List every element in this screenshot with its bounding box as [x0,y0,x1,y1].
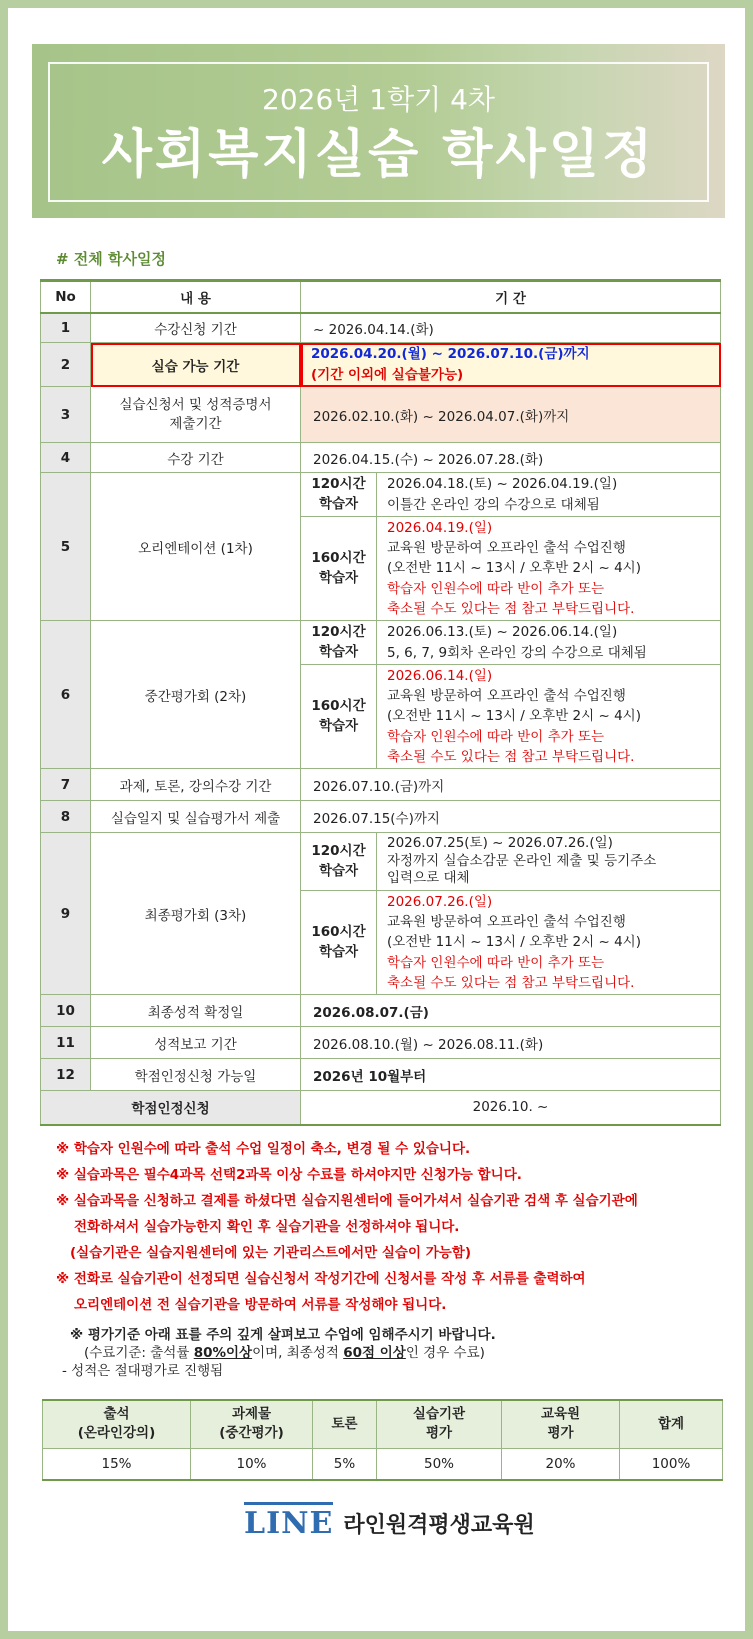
learner-hours: 120시간 [311,475,366,492]
row-period: 2026.08.07.(금) [301,995,721,1027]
col-header-no: No [41,281,91,313]
learner-type-160 [301,665,377,769]
col-header-period: 기 간 [301,281,721,313]
table-row [41,769,721,801]
detail-line: 5, 6, 7, 9회차 온라인 강의 수강으로 대체됨 [387,644,647,661]
detail-line: 자정까지 실습소감문 온라인 제출 및 등기주소 [387,852,657,869]
detail-date: 2026.04.19.(일) [387,519,493,536]
detail-line: 교육원 방문하여 오프라인 출석 수업진행 [387,540,626,557]
learner-hours: 120시간 [311,842,366,859]
notice-list [56,1136,736,1318]
row-item: 과제, 토론, 강의수강 기간 [91,769,301,801]
learner-label: 학습자 [318,943,359,960]
detail-line: (오전반 11시 ~ 13시 / 오후반 2시 ~ 4시) [387,934,641,951]
row-item: 실습일지 및 실습평가서 제출 [91,801,301,833]
table-header-row [41,281,721,313]
schedule-table [40,279,721,1126]
detail-line: 2026.06.13.(토) ~ 2026.06.14.(일) [387,624,618,641]
row-number: 1 [41,313,91,343]
period-line: 2026.04.20.(월) ~ 2026.07.10.(금)까지 [311,346,590,363]
row-number: 6 [41,621,91,769]
learner-type-160 [301,517,377,621]
row-period: 2026.07.10.(금)까지 [301,769,721,801]
learner-hours: 160시간 [311,697,366,714]
table-row [41,1059,721,1091]
table-row [41,387,721,443]
banner-subtitle: 2026년 1학기 4차 [262,83,495,116]
col-header-item: 내 용 [91,281,301,313]
detail-line: (오전반 11시 ~ 13시 / 오후반 2시 ~ 4시) [387,560,641,577]
score-value-row [43,1448,723,1480]
criteria-text: 인 경우 수료) [405,1345,485,1361]
row-number: 8 [41,801,91,833]
criteria-text: 이며, 최종성적 [252,1345,344,1361]
banner-title: 사회복지실습 학사일정 [101,125,656,185]
row-period: 2026년 10월부터 [301,1059,721,1091]
row-period [301,343,721,387]
table-row [41,621,721,665]
row-number: 7 [41,769,91,801]
row-item: 학점인정신청 가능일 [91,1059,301,1091]
logo-name: 라인원격평생교육원 [343,1512,535,1538]
detail-120 [377,833,721,891]
row-item: 수강 기간 [91,443,301,473]
detail-line: (오전반 11시 ~ 13시 / 오후반 2시 ~ 4시) [387,708,641,725]
row-number: 9 [41,833,91,995]
notice-item: ※ 실습과목은 필수4과목 선택2과목 이상 수료를 하셔야지만 신청가능 합니다. [56,1167,522,1183]
learner-label: 학습자 [318,862,359,879]
learner-hours: 160시간 [311,923,366,940]
table-row-highlight [41,343,721,387]
completion-criteria [70,1344,496,1362]
period-note: (기간 이외에 실습불가능) [311,366,464,383]
learner-type-120 [301,473,377,517]
notice-item: ※ 학습자 인원수에 따라 출석 수업 일정이 축소, 변경 될 수 있습니다. [56,1141,471,1157]
table-row [41,443,721,473]
row-item: 오리엔테이션 (1차) [91,473,301,621]
score-value: 10% [191,1448,313,1480]
table-row [41,801,721,833]
header-line: 평가 [547,1425,574,1442]
row-number: 5 [41,473,91,621]
header-line: 출석 [103,1406,130,1423]
learner-type-160 [301,891,377,995]
evaluation-heading: ※ 평가기준 아래 표를 주의 깊게 살펴보고 수업에 임해주시기 바랍니다. [70,1327,496,1343]
detail-160 [377,517,721,621]
detail-date: 2026.06.14.(일) [387,667,493,684]
learner-label: 학습자 [318,643,359,660]
header-line: (중간평가) [219,1425,284,1442]
learner-label: 학습자 [318,717,359,734]
detail-note: 축소될 수도 있다는 점 참고 부탁드립니다. [387,600,635,617]
header-line: 실습기관 [412,1406,466,1423]
row-period: 2026.02.10.(화) ~ 2026.04.07.(화)까지 [301,387,721,443]
detail-line: 2026.04.18.(토) ~ 2026.04.19.(일) [387,476,618,493]
detail-120 [377,621,721,665]
score-col-attendance [43,1400,191,1448]
score-table [42,1399,723,1481]
item-line: 실습신청서 및 성적증명서 [119,396,272,413]
learner-hours: 120시간 [311,623,366,640]
item-line: 제출기간 [169,415,222,432]
detail-120 [377,473,721,517]
notice-item-cont: (실습기관은 실습지원센터에 있는 기관리스트에서만 실습이 가능함) [70,1245,471,1261]
learner-hours: 160시간 [311,549,366,566]
score-col-institution [377,1400,502,1448]
table-row [41,473,721,517]
detail-note: 축소될 수도 있다는 점 참고 부탁드립니다. [387,748,635,765]
row-item: 최종평가회 (3차) [91,833,301,995]
learner-type-120 [301,621,377,665]
table-row [41,833,721,891]
institution-logo [244,1501,535,1545]
header-line: 과제물 [231,1406,272,1423]
score-value: 15% [43,1448,191,1480]
detail-line: 입력으로 대체 [387,870,470,887]
table-footer-row [41,1091,721,1125]
detail-note: 학습자 인원수에 따라 반이 추가 또는 [387,954,605,971]
table-row [41,995,721,1027]
notice-item-cont: 전화하셔서 실습가능한지 확인 후 실습기관을 선정하셔야 됩니다. [74,1219,460,1235]
detail-note: 축소될 수도 있다는 점 참고 부탁드립니다. [387,974,635,991]
row-item: 최종성적 확정일 [91,995,301,1027]
footer-period: 2026.10. ~ [301,1091,721,1125]
criteria-attendance: 80%이상 [193,1345,253,1361]
row-item [91,387,301,443]
row-number: 12 [41,1059,91,1091]
notice-item: ※ 전화로 실습기관이 선정되면 실습신청서 작성기간에 신청서를 작성 후 서류를 출력하여 [56,1271,586,1287]
notice-item: ※ 실습과목을 신청하고 결제를 하셨다면 실습지원센터에 들어가셔서 실습기관 검색 후 실습기관에 [56,1193,638,1209]
score-value: 100% [620,1448,723,1480]
row-number: 11 [41,1027,91,1059]
score-col-academy [502,1400,620,1448]
detail-note: 학습자 인원수에 따라 반이 추가 또는 [387,580,605,597]
score-col-discussion: 토론 [313,1400,377,1448]
score-value: 50% [377,1448,502,1480]
row-item: 실습 가능 기간 [91,343,301,387]
header-line: 평가 [425,1425,453,1442]
detail-date: 2026.07.26.(일) [387,893,493,910]
row-period: ~ 2026.04.14.(화) [301,313,721,343]
learner-label: 학습자 [318,569,359,586]
score-col-total: 합계 [620,1400,723,1448]
row-item: 수강신청 기간 [91,313,301,343]
score-value: 20% [502,1448,620,1480]
row-number: 4 [41,443,91,473]
detail-note: 학습자 인원수에 따라 반이 추가 또는 [387,728,605,745]
section-title: # 전체 학사일정 [56,250,166,268]
header-line: 교육원 [540,1406,581,1423]
footer-item: 학점인정신청 [41,1091,301,1125]
learner-type-120 [301,833,377,891]
logo-mark: LINE [244,1505,334,1541]
row-item: 중간평가회 (2차) [91,621,301,769]
row-number: 2 [41,343,91,387]
learner-label: 학습자 [318,495,359,512]
table-row [41,313,721,343]
detail-160 [377,891,721,995]
score-value: 5% [313,1448,377,1480]
row-period: 2026.04.15.(수) ~ 2026.07.28.(화) [301,443,721,473]
grading-note: - 성적은 절대평가로 진행됨 [62,1363,224,1379]
detail-line: 교육원 방문하여 오프라인 출석 수업진행 [387,688,626,705]
criteria-score: 60점 이상 [343,1345,406,1361]
row-period: 2026.08.10.(월) ~ 2026.08.11.(화) [301,1027,721,1059]
detail-line: 이틀간 온라인 강의 수강으로 대체됨 [387,496,600,513]
row-item: 성적보고 기간 [91,1027,301,1059]
table-row [41,1027,721,1059]
criteria-text: (수료기준: 출석률 [84,1345,194,1361]
row-number: 3 [41,387,91,443]
score-header-row [43,1400,723,1448]
detail-160 [377,665,721,769]
score-col-assignment [191,1400,313,1448]
evaluation-criteria [62,1326,496,1380]
row-number: 10 [41,995,91,1027]
header-line: (온라인강의) [77,1425,156,1442]
detail-line: 교육원 방문하여 오프라인 출석 수업진행 [387,914,626,931]
detail-line: 2026.07.25(토) ~ 2026.07.26.(일) [387,835,613,852]
row-period: 2026.07.15(수)까지 [301,801,721,833]
notice-item-cont: 오리엔테이션 전 실습기관을 방문하여 서류를 작성해야 됩니다. [74,1297,447,1313]
header-banner [32,44,725,218]
